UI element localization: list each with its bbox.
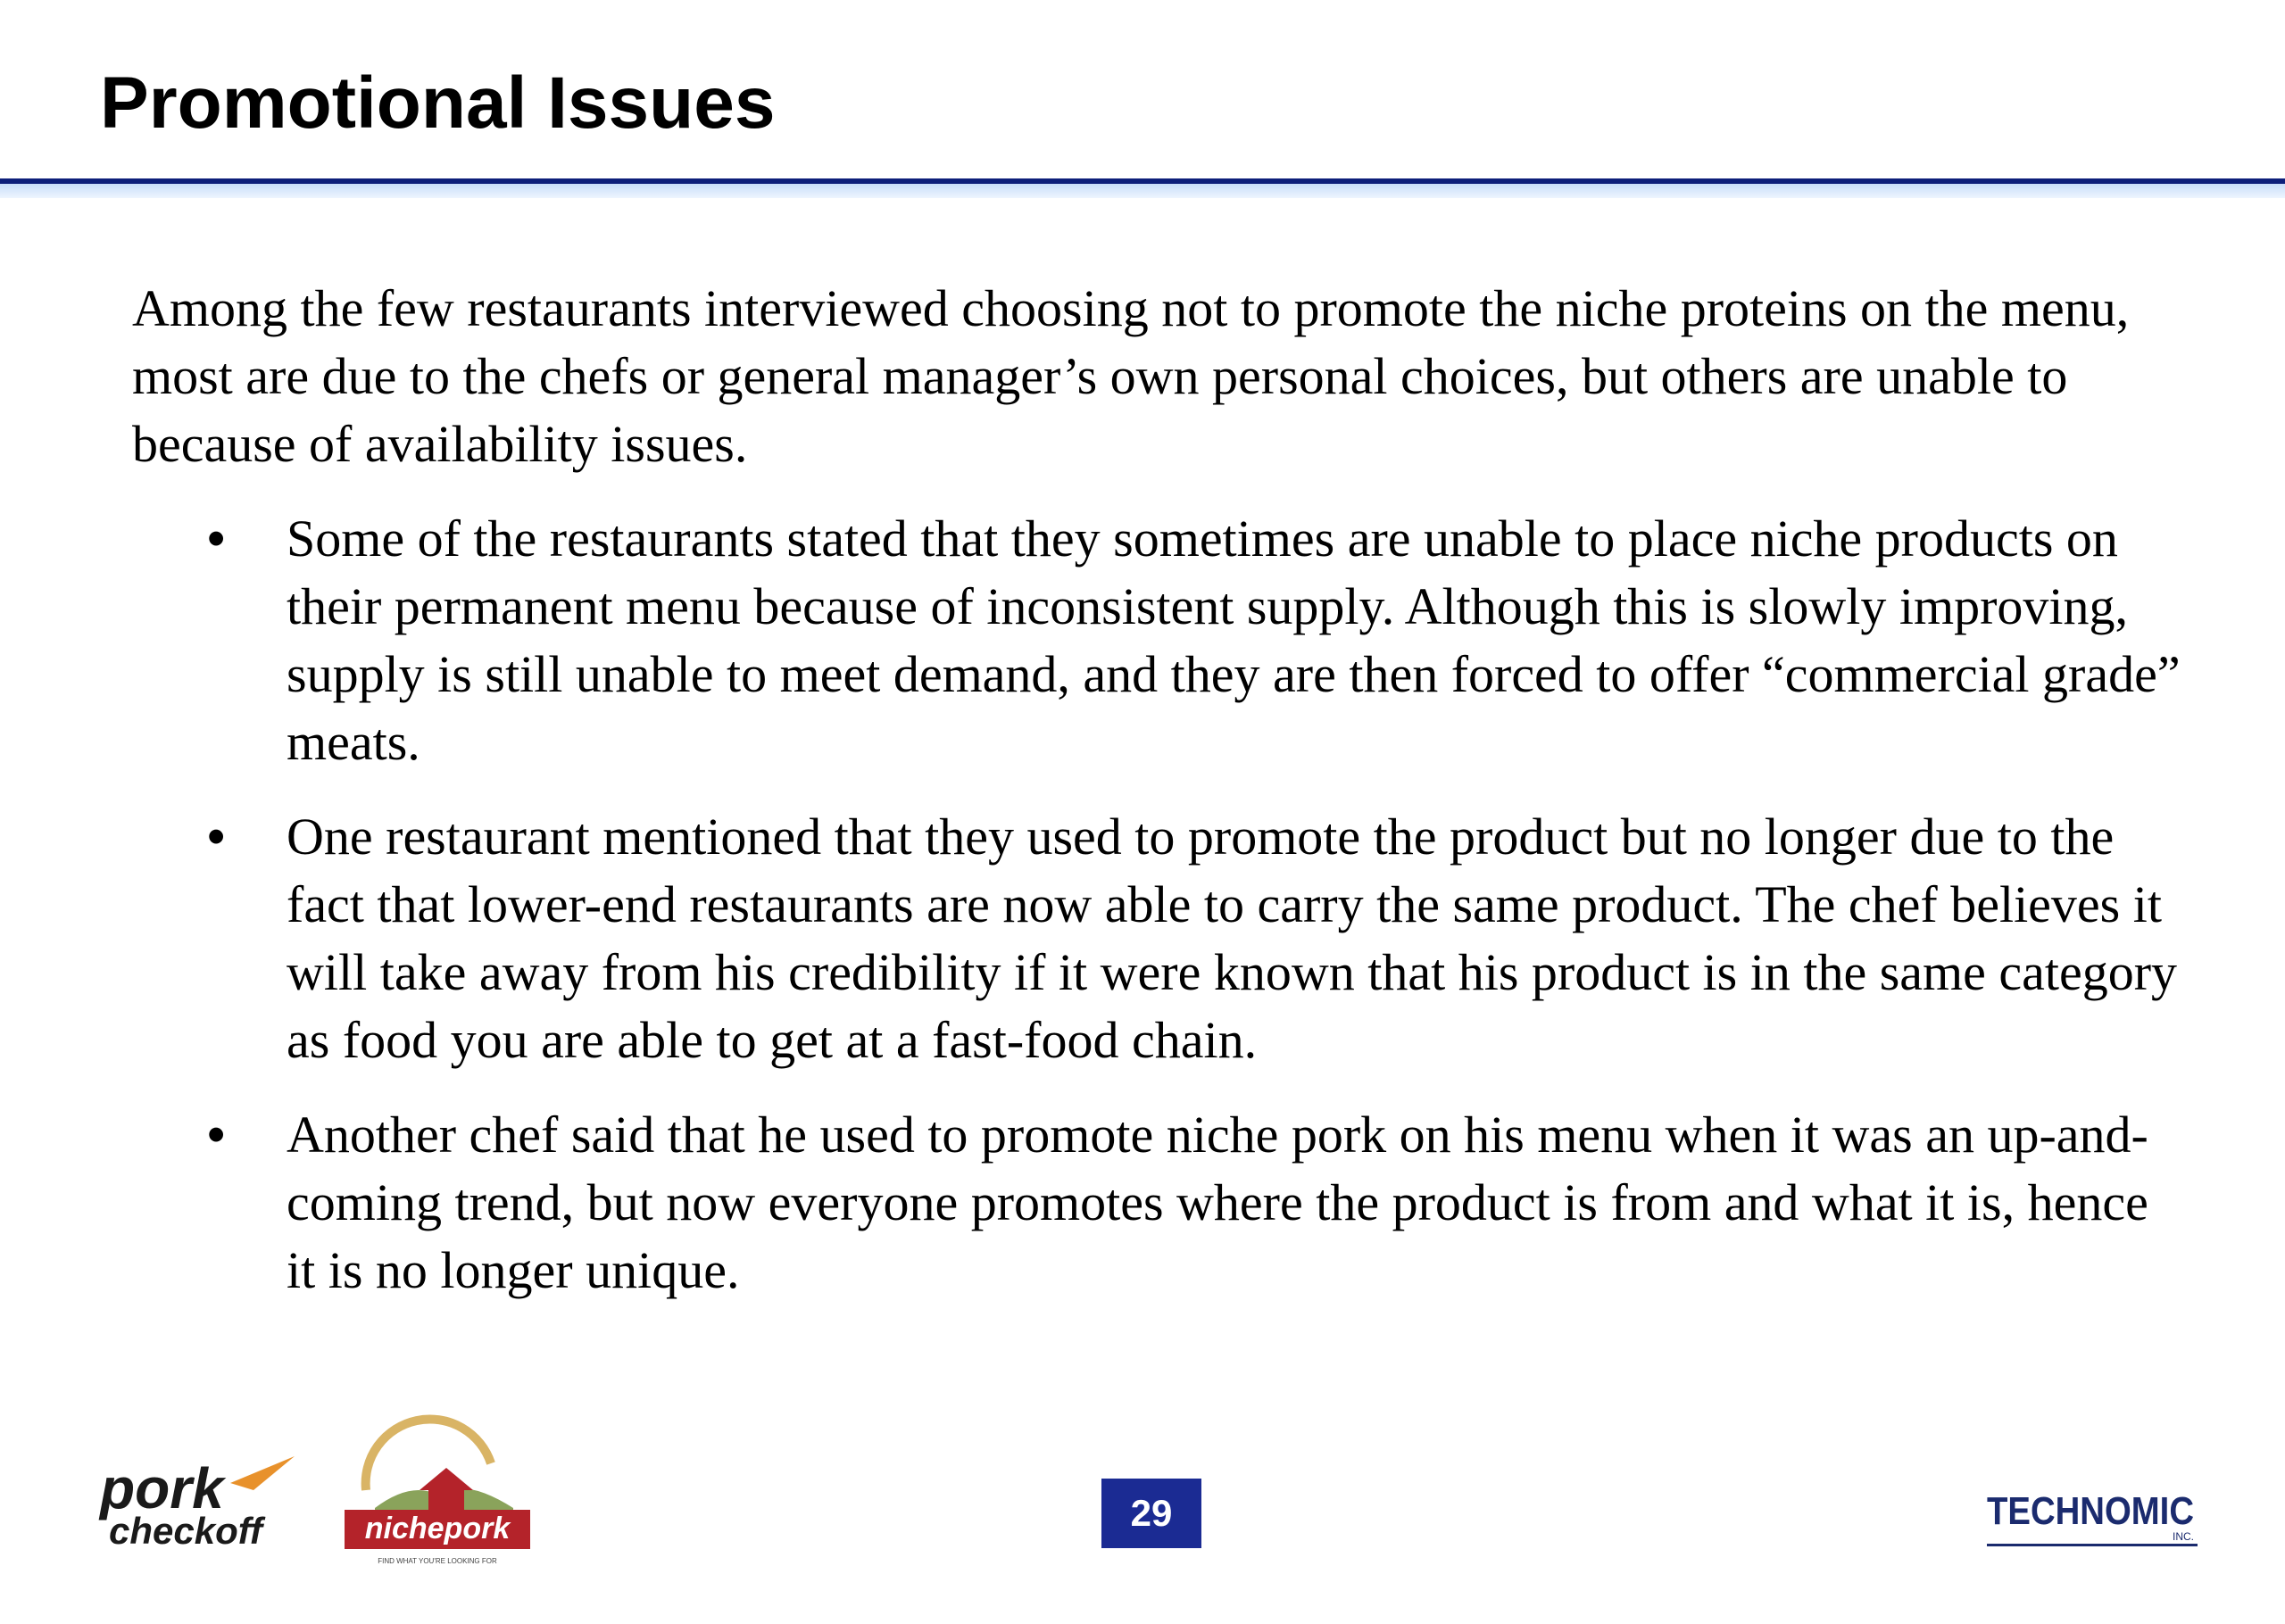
bullet-icon: • — [207, 808, 226, 866]
bullet-text: Some of the restaurants stated that they sometimes are unable to place niche products on their permanent menu because of inconsistent supply. Although this is slowly improving, supply is still unable to meet demand, and they are then forced to offer “commercial grade” meats. — [287, 510, 2181, 771]
nichepork-tagline: FIND WHAT YOU'RE LOOKING FOR — [378, 1557, 497, 1565]
page-number-badge: 29 — [1101, 1479, 1201, 1548]
bullet-text: Another chef said that he used to promote niche pork on his menu when it was an up-and-coming trend, but now everyone promotes where the product is from and what it is, hence it is no longer unique. — [287, 1106, 2148, 1299]
bullet-icon: • — [207, 510, 226, 568]
checkoff-wordmark: checkoff — [109, 1510, 262, 1552]
list-item — [132, 505, 2185, 776]
list-item — [132, 803, 2185, 1074]
slide-title: Promotional Issues — [100, 62, 776, 144]
technomic-inc: INC. — [2173, 1530, 2194, 1543]
pork-checkoff-logo — [96, 1454, 298, 1554]
niche-pork-logo — [339, 1428, 536, 1570]
title-divider-shadow — [0, 184, 2285, 198]
list-item — [132, 1101, 2185, 1305]
bullet-icon: • — [207, 1106, 226, 1164]
slide-body — [132, 275, 2185, 1331]
pork-wordmark: pork — [100, 1456, 224, 1520]
technomic-logo — [1987, 1481, 2198, 1551]
intro-paragraph: Among the few restaurants interviewed choosing not to promote the niche proteins on the menu, most are due to the chefs or general manager’s own personal choices, but others are unable to because of availability issues. — [132, 279, 2130, 473]
nichepork-wordmark: nichepork — [364, 1512, 511, 1545]
technomic-wordmark: TECHNOMIC — [1987, 1489, 2194, 1533]
bullet-text: One restaurant mentioned that they used to promote the product but no longer due to the fact that lower-end restaurants are now able to carry the same product. The chef believes it will take away from his credibility if it were known that his product is in the same category as food you are able to get at a fast-food chain. — [287, 808, 2178, 1069]
bullet-list — [132, 505, 2185, 1305]
